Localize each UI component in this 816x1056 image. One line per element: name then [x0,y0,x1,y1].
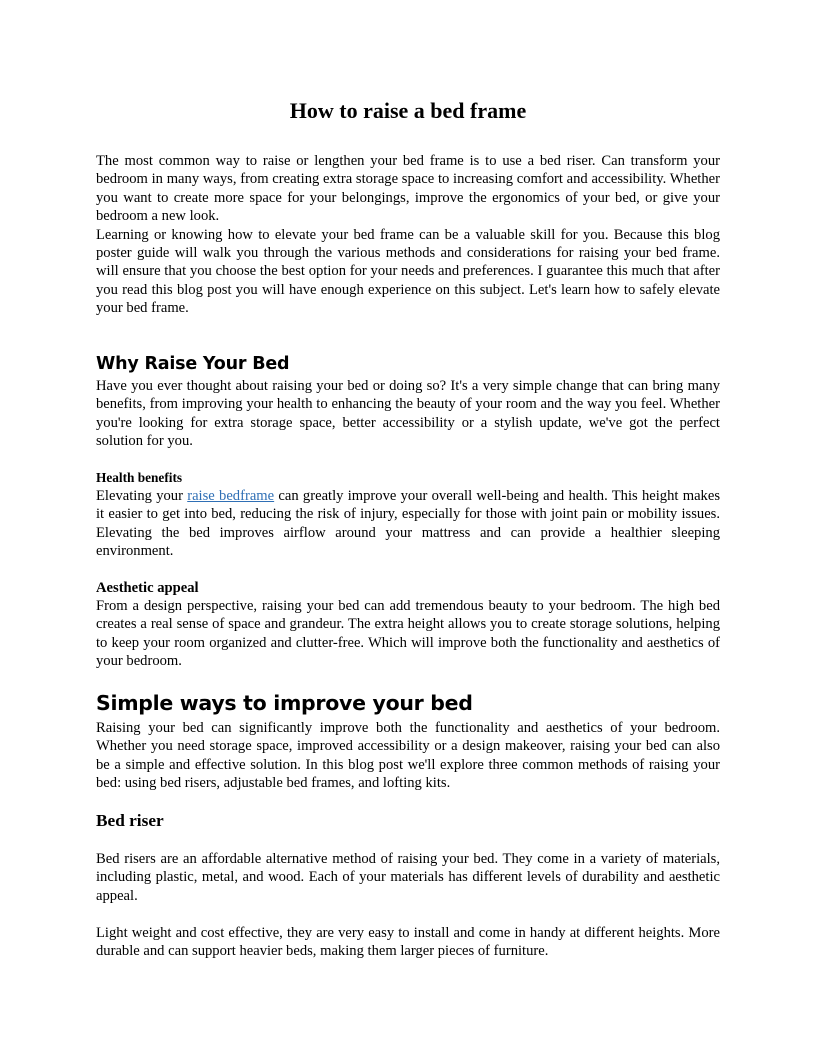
intro-paragraph-2: Learning or knowing how to elevate your bed frame can be a valuable skill for you. Because this blog poster guide will walk you through the various methods and considerations for raising your bed frame. will ensure that you choose the best option for your needs and preferences. I guarantee this much that after you read this blog post you will have enough experience on this subject. Let's learn how to safely elevate your bed frame. [96,226,720,317]
bed-riser-heading: Bed riser [96,811,164,830]
raise-bedframe-link[interactable]: raise bedframe [187,488,275,504]
simple-ways-heading: Simple ways to improve your bed [96,691,473,715]
page-title: How to raise a bed frame [289,98,527,123]
why-raise-section [96,377,720,451]
bed-riser-section [96,850,720,905]
health-benefits-paragraph [96,487,720,561]
health-text-before-link: Elevating your [96,488,188,504]
bed-riser-section-2 [96,924,720,961]
aesthetic-appeal-section [96,597,720,671]
health-benefits-heading: Health benefits [96,470,183,485]
health-benefits-section [96,487,720,561]
simple-ways-paragraph: Raising your bed can significantly improve both the functionality and aesthetics of your bedroom. Whether you need storage space, improved accessibility or a design makeover, raising your bed can also be a simple and effective solution. In this blog post we'll explore three common methods of raising your bed: using bed risers, adjustable bed frames, and lofting kits. [96,720,720,792]
why-raise-heading: Why Raise Your Bed [96,354,290,374]
health-text-after-link: can greatly improve your overall well-being and health. This height makes it easier to get into bed, reducing the risk of injury, especially for those with joint pain or mobility issues. Elevating the bed improves airflow around your mattress and can provide a healthier sleeping environment. [96,488,720,560]
aesthetic-appeal-paragraph: From a design perspective, raising your bed can add tremendous beauty to your bedroom. The high bed creates a real sense of space and grandeur. The extra height allows you to create storage solutions, helping to keep your room organized and clutter-free. Which will improve both the functionality and aesthetics of your bedroom. [96,598,720,670]
intro-section [96,152,720,318]
intro-paragraph-1: The most common way to raise or lengthen your bed frame is to use a bed riser. Can transform your bedroom in many ways, from creating extra storage space to increasing comfort and accessibility. Whether you want to create more space for your belongings, improve the ergonomics of your bed, or give your bedroom a new look. [96,153,720,225]
aesthetic-appeal-heading: Aesthetic appeal [96,580,199,596]
simple-ways-section [96,719,720,793]
bed-riser-paragraph-1: Bed risers are an affordable alternative method of raising your bed. They come in a variety of materials, including plastic, metal, and wood. Each of your materials has different levels of durability and aesthetic appeal. [96,851,720,904]
why-raise-paragraph: Have you ever thought about raising your bed or doing so? It's a very simple change that can bring many benefits, from improving your health to enhancing the beauty of your room and the way you feel. Whether you're looking for extra storage space, better accessibility or a stylish update, we've got the perfect solution for you. [96,378,720,450]
bed-riser-paragraph-2: Light weight and cost effective, they are very easy to install and come in handy at different heights. More durable and can support heavier beds, making them larger pieces of furniture. [96,925,720,960]
